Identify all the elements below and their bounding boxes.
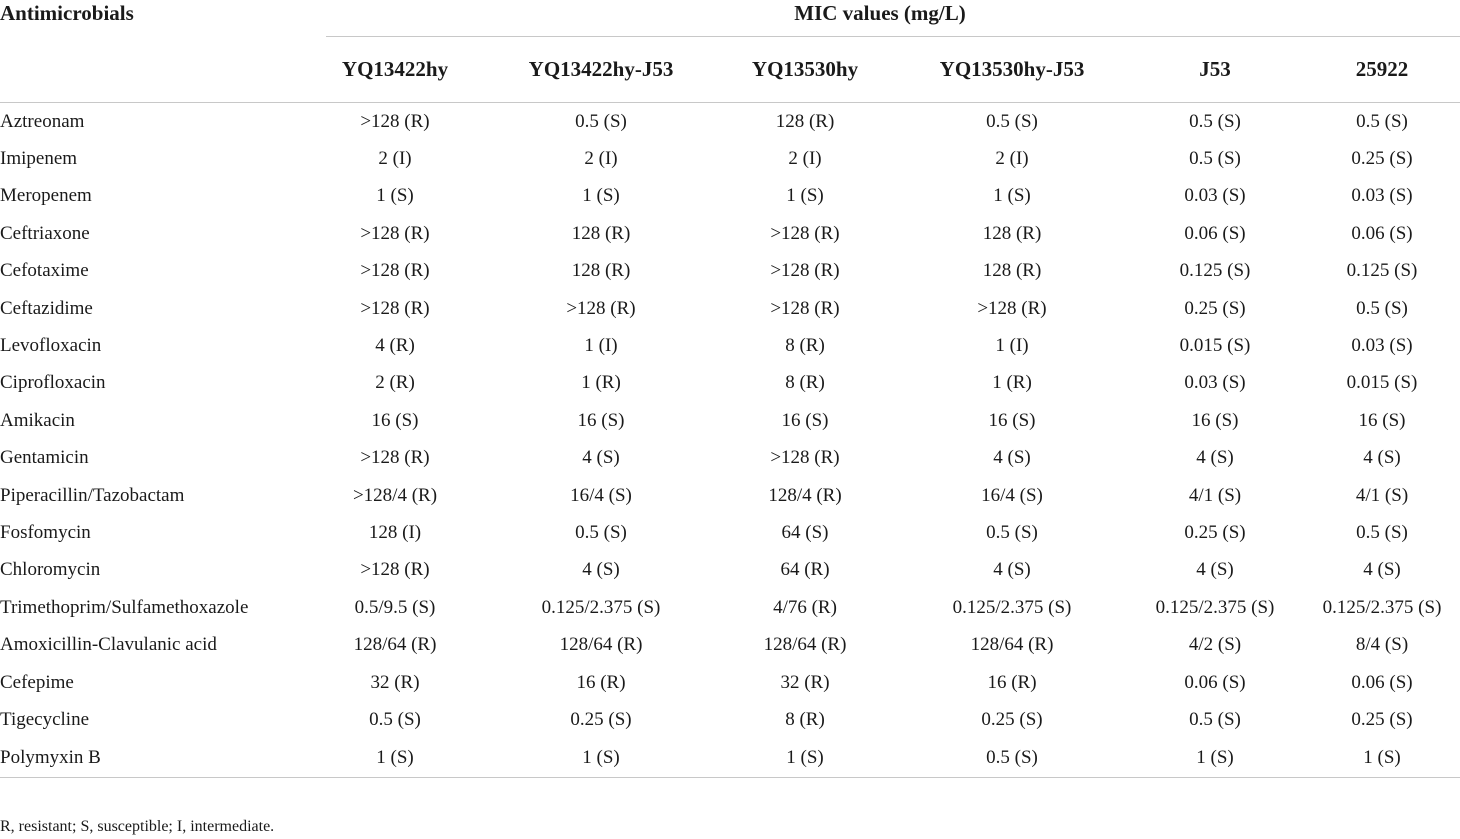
drug-name-cell: Trimethoprim/Sulfamethoxazole (0, 596, 249, 618)
mic-value-cell: 0.03 (S) (1184, 185, 1246, 207)
column-header: YQ13422hy-J53 (490, 37, 712, 103)
table-row (0, 552, 1460, 589)
mic-value-cell: 1 (S) (490, 739, 712, 778)
mic-value-cell: 8/4 (S) (1355, 634, 1409, 656)
mic-value-cell: 0.125/2.375 (S) (541, 596, 661, 618)
mic-value-cell: 128/64 (R) (970, 634, 1054, 656)
mic-value-cell: 8 (R) (785, 335, 825, 357)
mic-value-cell: 1 (S) (712, 739, 898, 778)
column-header: YQ13530hy-J53 (898, 37, 1126, 103)
drug-name-cell: Ceftazidime (0, 297, 93, 319)
table-row (0, 290, 1460, 327)
mic-value-cell: 4/2 (S) (1188, 634, 1242, 656)
mic-value-cell: 1 (S) (582, 185, 620, 207)
mic-value-cell: 0.25 (S) (1184, 521, 1246, 543)
drug-name-cell: Amikacin (0, 409, 75, 431)
mic-value-cell: >128 (R) (360, 559, 430, 581)
mic-value-cell: 16 (S) (371, 409, 419, 431)
mic-value-cell: 1 (S) (300, 739, 490, 778)
mic-value-cell: 128/4 (R) (768, 484, 842, 506)
mic-value-cell: 128 (R) (982, 260, 1042, 282)
mic-value-cell: 1 (I) (584, 335, 618, 357)
mic-value-cell: 1 (S) (1304, 739, 1460, 778)
table-row (0, 327, 1460, 364)
mic-value-cell: 0.5 (S) (986, 110, 1038, 132)
drug-name-cell: Aztreonam (0, 110, 85, 132)
mic-value-cell: 128 (R) (775, 110, 835, 132)
mic-value-cell: 0.5 (S) (575, 110, 627, 132)
mic-value-cell: 0.25 (S) (1184, 297, 1246, 319)
mic-value-cell: >128 (R) (977, 297, 1047, 319)
mic-value-cell: 0.5 (S) (898, 739, 1126, 778)
mic-value-cell: >128 (R) (360, 447, 430, 469)
drug-name-cell: Fosfomycin (0, 521, 91, 543)
mic-value-cell: 4/1 (S) (1355, 484, 1409, 506)
header-row-strains (0, 37, 1460, 103)
mic-value-cell: 4 (R) (375, 335, 415, 357)
mic-value-cell: 4 (S) (1196, 559, 1234, 581)
mic-value-cell: 32 (R) (780, 671, 830, 693)
mic-value-cell: 1 (I) (995, 335, 1029, 357)
mic-value-cell: 1 (R) (992, 372, 1032, 394)
drug-name-cell: Meropenem (0, 185, 92, 207)
mic-value-cell: 0.5 (S) (1356, 110, 1408, 132)
mic-value-cell: 4/76 (R) (773, 596, 837, 618)
table-row (0, 701, 1460, 738)
mic-value-cell: 16/4 (S) (981, 484, 1043, 506)
mic-value-cell: >128 (R) (770, 222, 840, 244)
drug-name-cell: Cefepime (0, 671, 74, 693)
mic-value-cell: 1 (R) (581, 372, 621, 394)
table-row (0, 589, 1460, 626)
mic-value-cell: 0.5 (S) (369, 708, 421, 730)
mic-value-cell: 16 (S) (1191, 409, 1239, 431)
mic-value-cell: 0.5 (S) (1189, 708, 1241, 730)
mic-value-cell: 4 (S) (1363, 447, 1401, 469)
drug-name-cell: Gentamicin (0, 447, 89, 469)
mic-value-cell: 0.25 (S) (570, 708, 632, 730)
mic-value-cell: 4 (S) (1363, 559, 1401, 581)
header-spacer (0, 37, 300, 103)
mic-value-cell: >128 (R) (360, 110, 430, 132)
mic-value-cell: 0.25 (S) (1351, 148, 1413, 170)
table-row (0, 664, 1460, 701)
mic-value-cell: 0.5/9.5 (S) (354, 596, 436, 618)
mic-value-cell: 0.06 (S) (1351, 671, 1413, 693)
drug-name-cell: Amoxicillin-Clavulanic acid (0, 634, 217, 656)
mic-value-cell: 1 (S) (1126, 739, 1304, 778)
mic-value-cell: 0.25 (S) (1351, 708, 1413, 730)
mic-value-cell: 4/1 (S) (1188, 484, 1242, 506)
mic-value-cell: >128 (R) (360, 297, 430, 319)
mic-value-cell: 4 (S) (993, 559, 1031, 581)
mic-value-cell: >128 (R) (566, 297, 636, 319)
group-header-rule (326, 36, 1460, 37)
mic-values-group-header (300, 0, 1460, 37)
mic-value-cell: 0.03 (S) (1351, 335, 1413, 357)
mic-value-cell: 1 (S) (786, 185, 824, 207)
mic-value-cell: 4 (S) (993, 447, 1031, 469)
mic-value-cell: 0.5 (S) (1356, 297, 1408, 319)
mic-value-cell: 0.25 (S) (981, 708, 1043, 730)
mic-value-cell: 0.06 (S) (1184, 222, 1246, 244)
antimicrobials-header: Antimicrobials (0, 1, 134, 25)
mic-value-cell: >128 (R) (770, 447, 840, 469)
mic-value-cell: 8 (R) (785, 372, 825, 394)
table-footnote: R, resistant; S, susceptible; I, intermediate. (0, 818, 275, 835)
drug-name-cell: Tigecycline (0, 708, 90, 730)
mic-value-cell: 0.06 (S) (1184, 671, 1246, 693)
mic-value-cell: 4 (S) (582, 559, 620, 581)
column-header: 25922 (1304, 37, 1460, 103)
table-row (0, 477, 1460, 514)
column-header: J53 (1126, 37, 1304, 103)
mic-value-cell: 0.125/2.375 (S) (1155, 596, 1275, 618)
mic-value-cell: 0.5 (S) (1189, 110, 1241, 132)
mic-value-cell: 0.03 (S) (1351, 185, 1413, 207)
mic-value-cell: 0.015 (S) (1179, 335, 1251, 357)
mic-value-cell: 128/64 (R) (763, 634, 847, 656)
table-row (0, 140, 1460, 177)
table-row (0, 253, 1460, 290)
header-row-group (0, 0, 1460, 37)
mic-value-cell: 2 (R) (375, 372, 415, 394)
mic-value-cell: 16 (S) (1358, 409, 1406, 431)
mic-value-cell: 128 (I) (368, 521, 422, 543)
mic-value-cell: 16/4 (S) (570, 484, 632, 506)
mic-value-cell: 64 (R) (780, 559, 830, 581)
mic-value-cell: 32 (R) (370, 671, 420, 693)
table-row (0, 739, 1460, 778)
table-row (0, 178, 1460, 215)
table-row (0, 626, 1460, 663)
table-row (0, 514, 1460, 551)
table-row (0, 402, 1460, 439)
mic-value-cell: >128 (R) (360, 222, 430, 244)
mic-value-cell: 4 (S) (582, 447, 620, 469)
mic-value-cell: 0.125/2.375 (S) (1322, 596, 1442, 618)
mic-value-cell: 16 (R) (576, 671, 626, 693)
mic-values-label: MIC values (mg/L) (794, 1, 966, 25)
mic-value-cell: >128 (R) (770, 297, 840, 319)
mic-value-cell: 1 (S) (993, 185, 1031, 207)
mic-value-cell: 1 (S) (376, 185, 414, 207)
mic-value-cell: 16 (S) (577, 409, 625, 431)
drug-name-cell: Cefotaxime (0, 260, 89, 282)
mic-value-cell: >128/4 (R) (352, 484, 438, 506)
mic-value-cell: 128 (R) (982, 222, 1042, 244)
column-header: YQ13422hy (300, 37, 490, 103)
mic-value-cell: 2 (I) (788, 148, 822, 170)
mic-value-cell: 8 (R) (785, 708, 825, 730)
drug-name-cell: Ciprofloxacin (0, 372, 106, 394)
mic-value-cell: 0.125/2.375 (S) (952, 596, 1072, 618)
mic-value-cell: 16 (S) (988, 409, 1036, 431)
table-row (0, 103, 1460, 141)
mic-value-cell: 128/64 (R) (559, 634, 643, 656)
mic-value-cell: 128/64 (R) (353, 634, 437, 656)
table-row (0, 215, 1460, 252)
mic-value-cell: 2 (I) (584, 148, 618, 170)
mic-value-cell: 0.5 (S) (575, 521, 627, 543)
mic-value-cell: >128 (R) (360, 260, 430, 282)
mic-value-cell: 128 (R) (571, 222, 631, 244)
column-header: YQ13530hy (712, 37, 898, 103)
mic-value-cell: >128 (R) (770, 260, 840, 282)
mic-value-cell: 0.06 (S) (1351, 222, 1413, 244)
mic-value-cell: 4 (S) (1196, 447, 1234, 469)
mic-value-cell: 0.5 (S) (986, 521, 1038, 543)
mic-value-cell: 2 (I) (378, 148, 412, 170)
mic-value-cell: 16 (R) (987, 671, 1037, 693)
mic-value-cell: 16 (S) (781, 409, 829, 431)
drug-name-cell: Piperacillin/Tazobactam (0, 484, 185, 506)
drug-name-cell: Chloromycin (0, 559, 101, 581)
drug-name-cell: Imipenem (0, 148, 78, 170)
drug-name-cell: Levofloxacin (0, 335, 102, 357)
mic-value-cell: 2 (I) (995, 148, 1029, 170)
mic-value-cell: 0.125 (S) (1346, 260, 1418, 282)
table-row (0, 365, 1460, 402)
mic-value-cell: 0.03 (S) (1184, 372, 1246, 394)
mic-value-cell: 0.125 (S) (1179, 260, 1251, 282)
mic-value-cell: 128 (R) (571, 260, 631, 282)
drug-name-cell: Ceftriaxone (0, 222, 90, 244)
mic-value-cell: 0.5 (S) (1356, 521, 1408, 543)
drug-name-cell: Polymyxin B (0, 739, 300, 778)
mic-value-cell: 0.015 (S) (1346, 372, 1418, 394)
mic-value-cell: 0.5 (S) (1189, 148, 1241, 170)
mic-value-cell: 64 (S) (781, 521, 829, 543)
table-row (0, 440, 1460, 477)
table-body (0, 103, 1460, 778)
